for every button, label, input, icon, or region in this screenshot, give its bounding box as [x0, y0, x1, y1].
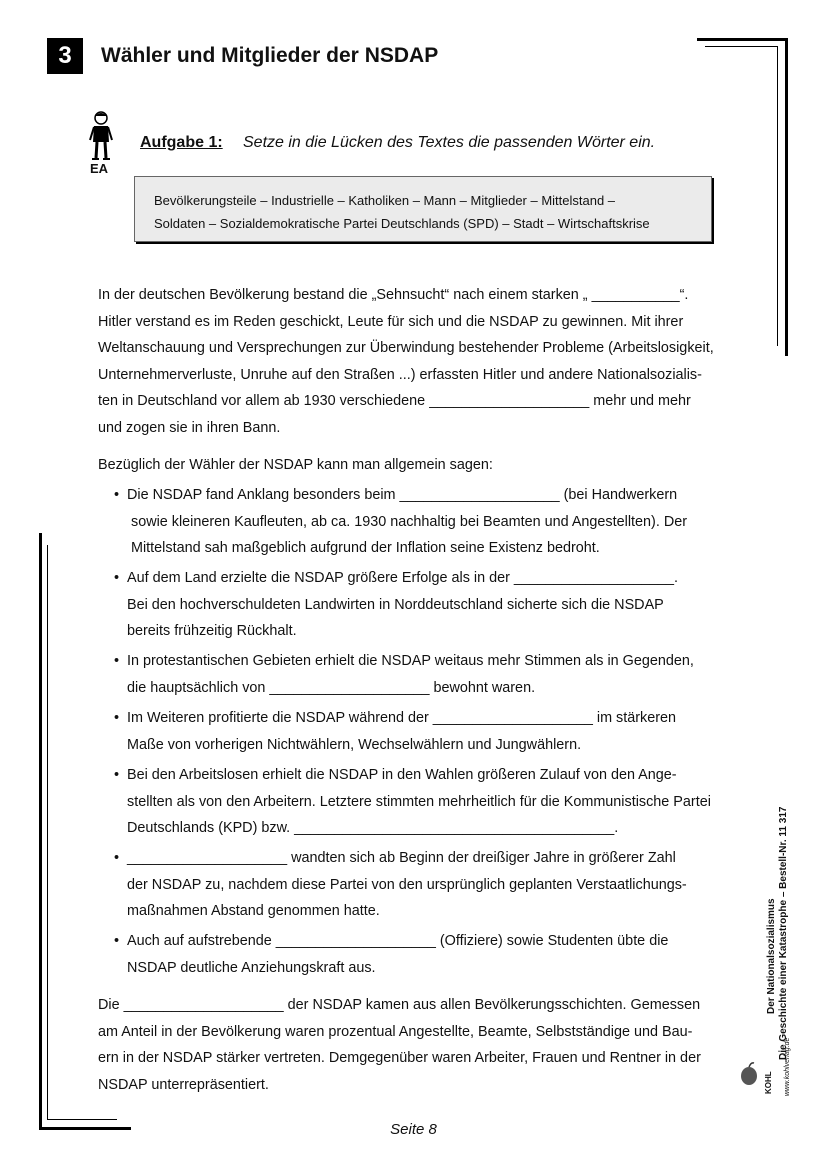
bullet-item: • Auch auf aufstrebende ____________________ (Offiziere) sowie Studenten übte die NSDAP deutliche Anziehungskraft aus. — [114, 928, 668, 981]
closing-paragraph — [98, 992, 701, 1098]
bullet-item: • Bei den Arbeitslosen erhielt die NSDAP in den Wahlen größeren Zulauf von den Ange- stellten als von den Arbeitern. Letztere stimmten mehrheitlich für die Kommunistische Partei Deutschlands (KPD) bzw. ________________________________________. — [114, 762, 711, 842]
text-line: Die ____________________ der NSDAP kamen aus allen Bevölkerungsschichten. Gemessen — [98, 997, 701, 1013]
text-line: am Anteil in der Bevölkerung waren prozentual Angestellte, Beamte, Selbstständige und Bau- — [98, 1023, 693, 1040]
publisher-sidebar — [758, 760, 798, 1096]
text-line: Bei den Arbeitslosen erhielt die NSDAP in den Wahlen größeren Zulauf von den Ange- — [127, 767, 677, 783]
text-line: Bei den hochverschuldeten Landwirten in Norddeutschland sicherte sich die NSDAP — [127, 596, 664, 613]
text-line: ten in Deutschland vor allem ab 1930 verschiedene ____________________ mehr und mehr — [98, 393, 691, 409]
text-line: bereits frühzeitig Rückhalt. — [127, 623, 297, 639]
bullet-item: • ____________________ wandten sich ab Beginn der dreißiger Jahre in größerer Zahl der NSDAP zu, nachdem diese Partei von den ursprünglich geplanten Verstaatlichungs- maßnahmen Abstand genommen hatte. — [114, 845, 687, 925]
frame-left-line-outer — [39, 533, 42, 1130]
text-line: NSDAP deutliche Anziehungskraft aus. — [127, 959, 376, 976]
frame-right-line-inner — [777, 46, 778, 346]
student-figure-icon — [86, 110, 116, 162]
bullet-item: • In protestantischen Gebieten erhielt die NSDAP weitaus mehr Stimmen als in Gegenden, die hauptsächlich von ____________________ bewohnt waren. — [114, 648, 694, 701]
publisher-logo: KOHL — [764, 1071, 773, 1094]
word-bank-line: Soldaten – Sozialdemokratische Partei Deutschlands (SPD) – Stadt – Wirtschaftskrise — [154, 216, 650, 231]
task-label: Aufgabe 1: — [140, 134, 223, 151]
text-line: ____________________ wandten sich ab Beginn der dreißiger Jahre in größerer Zahl — [127, 850, 676, 866]
text-line: Weltanschauung und Versprechungen zur Überwindung bestehender Probleme (Arbeitslosigkeit, — [98, 340, 714, 356]
text-line: NSDAP unterrepräsentiert. — [98, 1076, 269, 1093]
task-instruction: Setze in die Lücken des Textes die passenden Wörter ein. — [243, 134, 656, 151]
text-line: die hauptsächlich von ____________________ bewohnt waren. — [127, 679, 536, 696]
bullet-item: • Auf dem Land erzielte die NSDAP größere Erfolge als in der ____________________. Bei den hochverschuldeten Landwirten in Norddeutschland sicherte sich die NSDAP bereits frühzeitig Rückhalt. — [114, 565, 678, 645]
work-mode-badge: EA — [90, 161, 109, 176]
text-line: ern in der NSDAP stärker vertreten. Demgegenüber waren Arbeiter, Frauen und Rentner in der — [98, 1050, 701, 1066]
frame-top-line-inner — [705, 46, 777, 47]
text-line: Hitler verstand es im Reden geschickt, Leute für sich und die NSDAP zu gewinnen. Mit ihrer — [98, 313, 684, 330]
book-subtitle-order-number: Die Geschichte einer Katastrophe – Bestell-Nr. 11 317 — [778, 806, 789, 1060]
word-bank-box — [134, 176, 712, 242]
text-line: und zogen sie in ihren Bann. — [98, 419, 281, 436]
text-line: Deutschlands (KPD) bzw. ________________________________________. — [127, 820, 619, 836]
section-number: 3 — [47, 38, 83, 74]
text-line: Im Weiteren profitierte die NSDAP während der ____________________ im stärkeren — [127, 710, 677, 726]
frame-bottom-line-inner — [47, 1119, 117, 1120]
text-line: Auf dem Land erzielte die NSDAP größere Erfolge als in der ____________________. — [127, 570, 678, 586]
text-line: In protestantischen Gebieten erhielt die NSDAP weitaus mehr Stimmen als in Gegenden, — [127, 653, 694, 669]
frame-top-line-outer — [697, 38, 787, 41]
publisher-apple-icon — [740, 1062, 758, 1086]
word-bank-line: Bevölkerungsteile – Industrielle – Katholiken – Mann – Mitglieder – Mittelstand – — [154, 193, 616, 208]
intro-paragraph — [98, 282, 714, 441]
book-title: Der Nationalsozialismus — [766, 898, 777, 1014]
text-line: sowie kleineren Kaufleuten, ab ca. 1930 nachhaltig bei Beamten und Angestellten). Der — [131, 513, 688, 530]
frame-right-line-outer — [785, 38, 788, 356]
text-line: Mittelstand sah maßgeblich aufgrund der Inflation seine Existenz bedroht. — [131, 540, 600, 556]
text-line: der NSDAP zu, nachdem diese Partei von den ursprünglich geplanten Verstaatlichungs- — [127, 876, 687, 893]
page-number: Seite 8 — [390, 1121, 437, 1138]
text-line: In der deutschen Bevölkerung bestand die „Sehnsucht“ nach einem starken „ ___________“. — [98, 287, 689, 303]
bullet-item: • Im Weiteren profitierte die NSDAP während der ____________________ im stärkeren Maße von vorherigen Nichtwählern, Wechselwählern und Jungwählern. — [114, 705, 676, 758]
publisher-website: www.kohlverlag.de — [784, 1037, 791, 1096]
lead-sentence: Bezüglich der Wähler der NSDAP kann man allgemein sagen: — [98, 457, 493, 473]
text-line: maßnahmen Abstand genommen hatte. — [127, 903, 380, 919]
text-line: Auch auf aufstrebende ____________________ (Offiziere) sowie Studenten übte die — [127, 933, 669, 949]
bullet-item: • Die NSDAP fand Anklang besonders beim ____________________ (bei Handwerkern sowie kleineren Kaufleuten, ab ca. 1930 nachhaltig bei Beamten und Angestellten). Der Mittelstand sah maßgeblich aufgrund der Inflation seine Existenz bedroht. — [114, 482, 687, 562]
page-title: Wähler und Mitglieder der NSDAP — [101, 44, 439, 67]
text-line: Maße von vorherigen Nichtwählern, Wechselwählern und Jungwählern. — [127, 736, 582, 753]
text-line: Unternehmerverluste, Unruhe auf den Straßen ...) erfassten Hitler und andere Nationalsozialis- — [98, 366, 702, 383]
text-line: Die NSDAP fand Anklang besonders beim ____________________ (bei Handwerkern — [127, 487, 678, 503]
frame-left-line-inner — [47, 545, 48, 1120]
text-line: stellten als von den Arbeitern. Letztere stimmten mehrheitlich für die Kommunistische Partei — [127, 793, 711, 810]
